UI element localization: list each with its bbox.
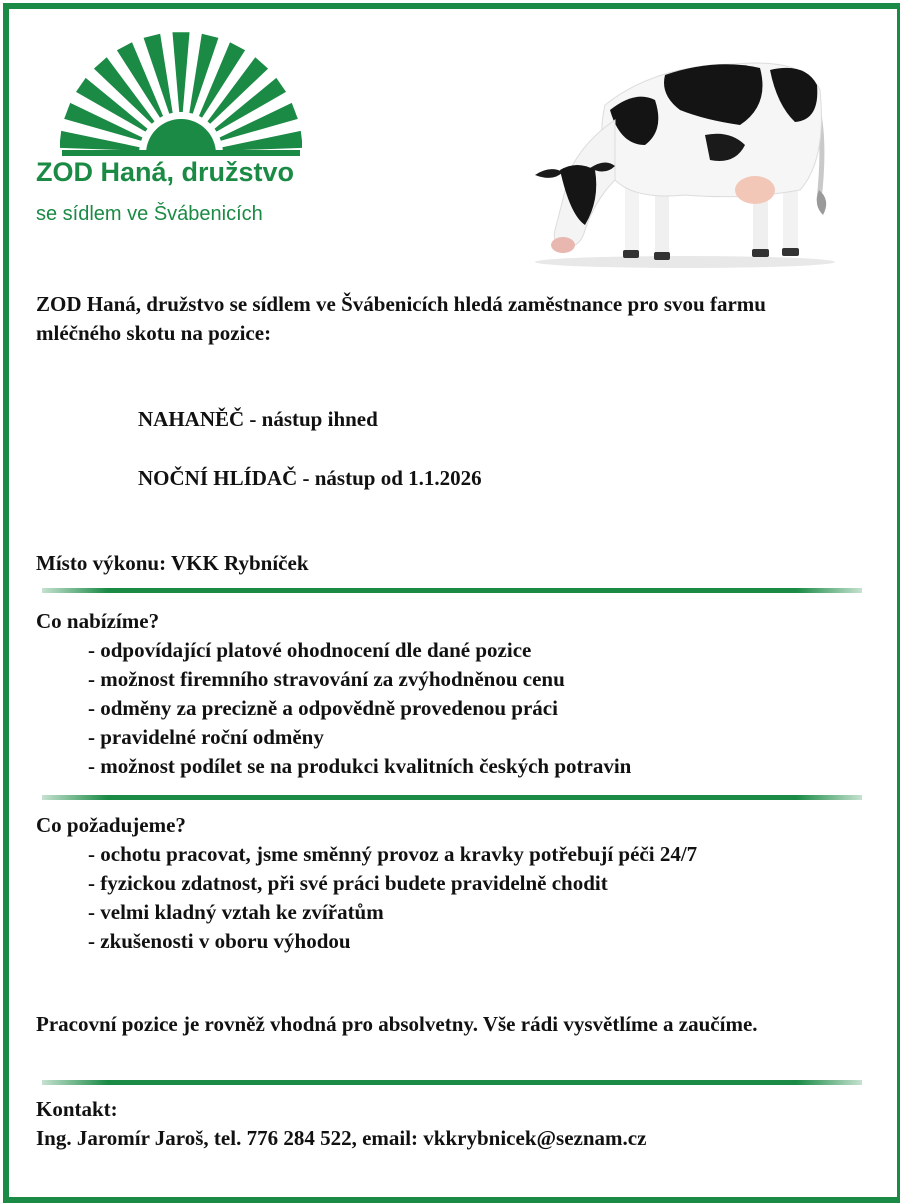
company-logo-icon (60, 28, 302, 158)
work-location: Místo výkonu: VKK Rybníček (36, 551, 309, 575)
offer-heading: Co nabízíme? (36, 609, 160, 633)
intro-paragraph: ZOD Haná, družstvo se sídlem ve Švábenicích hledá zaměstnance pro svou farmu mléčného skotu na pozice: (36, 292, 766, 345)
list-item: - ochotu pracovat, jsme směnný provoz a kravky potřebují péči 24/7 (88, 842, 698, 866)
logo-ray (189, 34, 218, 114)
closing-paragraph: Pracovní pozice je rovněž vhodná pro absolvetny. Vše rádi vysvětlíme a zaučíme. (36, 1012, 758, 1036)
requirements-heading: Co požadujeme? (36, 813, 186, 837)
list-item: - zkušenosti v oboru výhodou (88, 929, 351, 953)
position-1: NAHANĚČ - nástup ihned (138, 407, 378, 431)
offer-list (88, 636, 631, 781)
divider (42, 795, 862, 800)
position-2: NOČNÍ HLÍDAČ - nástup od 1.1.2026 (138, 466, 482, 490)
logo-ray (172, 32, 189, 112)
list-item: - odpovídající platové ohodnocení dle dané pozice (88, 638, 532, 662)
list-item: - možnost podílet se na produkci kvalitních českých potravin (88, 754, 632, 778)
list-item: - možnost firemního stravování za zvýhodněnou cenu (88, 667, 565, 691)
company-seat: se sídlem ve Švábenicích (36, 203, 263, 225)
contact-details: Ing. Jaromír Jaroš, tel. 776 284 522, email: vkkrybnicek@seznam.cz (36, 1126, 647, 1150)
logo-ray (144, 34, 173, 114)
divider (42, 588, 862, 593)
list-item: - pravidelné roční odměny (88, 725, 324, 749)
list-item: - velmi kladný vztah ke zvířatům (88, 900, 384, 924)
requirements-list (88, 840, 697, 956)
contact-heading: Kontakt: (36, 1097, 118, 1121)
list-item: - odměny za precizně a odpovědně provedenou práci (88, 696, 558, 720)
company-name: ZOD Haná, družstvo (36, 157, 295, 187)
list-item: - fyzickou zdatnost, při své práci budete pravidelně chodit (88, 871, 608, 895)
divider (42, 1080, 862, 1085)
cow-illustration (515, 50, 845, 270)
